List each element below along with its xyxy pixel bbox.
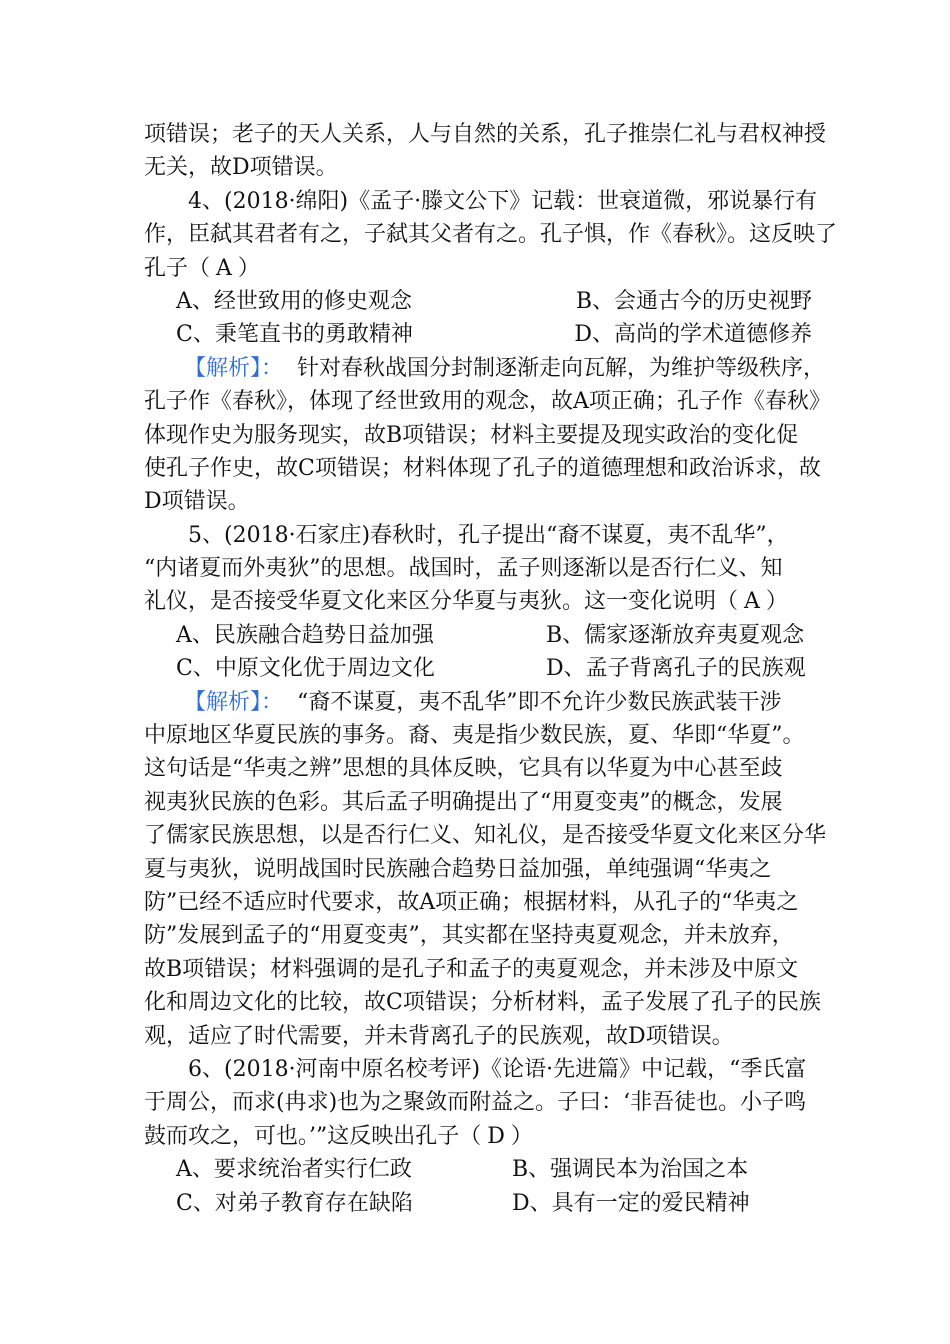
analysis-text: 这句话是“华夷之辨”思想的具体反映，它具有以华夏为中心甚至歧 (144, 756, 783, 782)
question-6-options-row-1 (144, 1153, 812, 1186)
analysis-text: 防”已经不适应时代要求，故A项正确；根据材料，从孔子的“华夷之 (144, 889, 799, 915)
question-5-option-c: C、中原文化优于周边文化 (176, 656, 435, 682)
question-6-option-b: B、强调民本为治国之本 (512, 1157, 749, 1183)
text-line: 项错误；老子的天人关系，人与自然的关系，孔子推崇仁礼与君权神授 (144, 122, 827, 147)
question-6-answer: D (487, 1123, 505, 1149)
question-4-analysis (144, 352, 826, 385)
analysis-text: “裔不谋夏，夷不乱华”即不允许少数民族武装干涉 (297, 689, 782, 715)
question-5-analysis (144, 686, 812, 719)
analysis-text: 针对春秋战国分封制逐渐走向瓦解，为维护等级秩序， (297, 355, 826, 381)
question-4-stem: 孔子（ (144, 255, 211, 281)
document-page (144, 118, 838, 1220)
question-4-answer: A (216, 255, 232, 281)
analysis-text: D项错误。 (144, 489, 250, 515)
analysis-text: 夏与夷狄，说明战国时民族融合趋势日益加强，单纯强调“华夷之 (144, 856, 772, 882)
question-4-option-c: C、秉笔直书的勇敢精神 (176, 322, 413, 348)
question-4-option-a: A、经世致用的修史观念 (176, 288, 412, 314)
analysis-text: 中原地区华夏民族的事务。裔、夷是指少数民族，夏、华即“华夏”。 (144, 723, 805, 749)
analysis-text: 视夷狄民族的色彩。其后孟子明确提出了“用夏变夷”的概念，发展 (144, 789, 783, 815)
question-5-options-row-2 (144, 652, 812, 685)
question-4-options-row-2 (144, 318, 812, 351)
question-4-stem: 4、(2018·绵阳)《孟子·滕文公下》记载：世衰道微，邪说暴行有 (188, 188, 818, 214)
question-6-stem: 鼓而攻之，可也。’”这反映出孔子（ (144, 1123, 482, 1149)
text-line: 无关，故D项错误。 (144, 155, 338, 181)
question-5-options-row-1 (144, 619, 812, 652)
analysis-text: 故B项错误；材料强调的是孔子和孟子的夷夏观念，并未涉及中原文 (144, 956, 799, 982)
question-6-stem: 6、(2018·河南中原名校考评)《论语·先进篇》中记载，“季氏富 (188, 1056, 807, 1082)
question-6-option-d: D、具有一定的爱民精神 (512, 1190, 750, 1216)
bracket-close: ） (510, 1123, 533, 1149)
question-5-option-d: D、孟子背离孔子的民族观 (546, 656, 806, 682)
question-6-options-row-2 (144, 1187, 812, 1220)
question-6-stem: 于周公，而求(冉求)也为之聚敛而附益之。子曰：‘非吾徒也。小子鸣 (144, 1090, 807, 1116)
question-4-stem: 作，臣弑其君者有之，子弑其父者有之。孔子惧，作《春秋》。这反映了 (144, 222, 838, 248)
analysis-text: 观，适应了时代需要，并未背离孔子的民族观，故D项错误。 (144, 1023, 734, 1049)
question-5-stem-last (144, 585, 812, 618)
analysis-text: 孔子作《春秋》，体现了经世致用的观念，故A项正确；孔子作《春秋》 (144, 389, 831, 415)
bracket-close: ） (765, 589, 788, 615)
analysis-text: 了儒家民族思想，以是否行仁义、知礼仪，是否接受华夏文化来区分华 (144, 823, 827, 849)
question-4-option-d: D、高尚的学术道德修养 (574, 322, 812, 348)
analysis-tag: 【解析】： (184, 689, 284, 715)
bracket-close: ） (237, 255, 260, 281)
analysis-text: 使孔子作史，故C项错误；材料体现了孔子的道德理想和政治诉求，故 (144, 455, 821, 481)
analysis-text: 防”发展到孟子的“用夏变夷”，其实都在坚持夷夏观念，并未放弃， (144, 923, 794, 949)
question-5-option-a: A、民族融合趋势日益加强 (176, 622, 434, 648)
analysis-tag: 【解析】： (184, 355, 284, 381)
question-4-stem-last (144, 252, 812, 285)
question-5-option-b: B、儒家逐渐放弃夷夏观念 (546, 622, 805, 648)
question-4-option-b: B、会通古今的历史视野 (575, 288, 812, 314)
question-4-options-row-1 (144, 285, 812, 318)
question-6-option-c: C、对弟子教育存在缺陷 (176, 1190, 413, 1216)
question-6-stem-last (144, 1120, 812, 1153)
question-5-stem: 礼仪，是否接受华夏文化来区分华夏与夷狄。这一变化说明（ (144, 589, 739, 615)
question-6-option-a: A、要求统治者实行仁政 (176, 1157, 412, 1183)
question-5-stem: 5、(2018·石家庄)春秋时，孔子提出“裔不谋夏，夷不乱华”， (188, 522, 789, 548)
question-5-answer: A (744, 589, 760, 615)
analysis-text: 化和周边文化的比较，故C项错误；分析材料，孟子发展了孔子的民族 (144, 990, 821, 1016)
analysis-text: 体现作史为服务现实，故B项错误；材料主要提及现实政治的变化促 (144, 422, 799, 448)
question-5-stem: “内诸夏而外夷狄”的思想。战国时，孟子则逐渐以是否行仁义、知 (144, 556, 783, 582)
